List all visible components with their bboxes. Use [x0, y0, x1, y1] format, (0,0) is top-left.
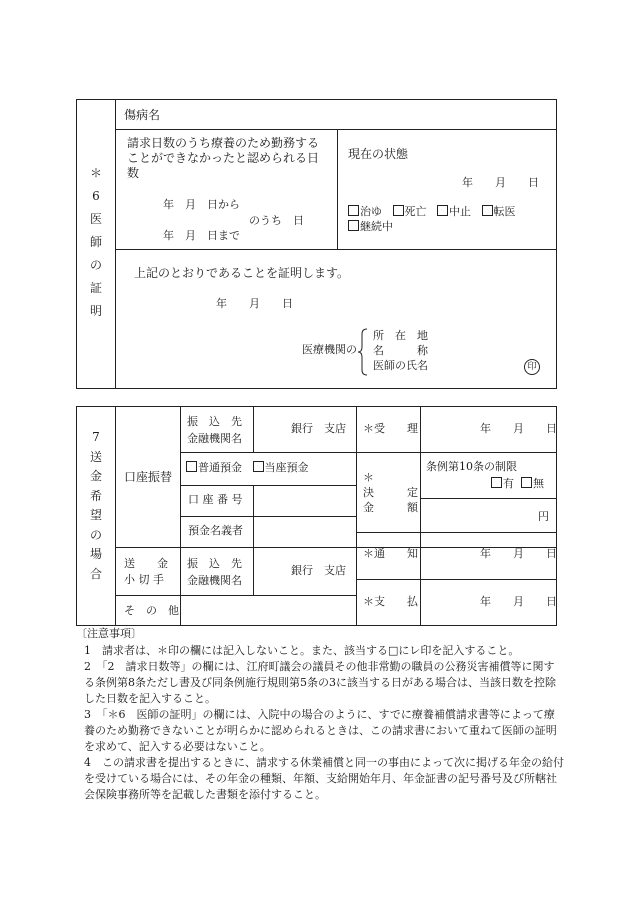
checkbox-icon: [437, 205, 448, 216]
account-number-label: 口 座 番 号: [188, 493, 243, 506]
bank-branch-field[interactable]: 銀行 支店: [291, 422, 346, 435]
divider: [180, 547, 181, 626]
status-continuing-checkbox[interactable]: 継続中: [348, 220, 393, 235]
checkbox-icon: [491, 477, 502, 488]
current-deposit-checkbox[interactable]: 当座預金: [253, 461, 309, 474]
divider: [115, 129, 557, 130]
other-label: そ の 他: [124, 604, 179, 617]
restriction-no-checkbox[interactable]: 無: [521, 477, 544, 490]
status-transfer-checkbox[interactable]: 転医: [482, 205, 516, 218]
check-bank-name-label: 振 込 先 金融機関名: [187, 557, 242, 587]
brace-icon: [358, 328, 368, 376]
account-transfer-label: 口座振替: [124, 470, 173, 484]
note-item: 2 「2 請求日数等」の欄には、江府町議会の議員その他非常勤の職員の公務災害補償等に関する条例第8条ただし書及び同条例施行規則第5条の3に該当する日がある場合は、当該日数を控除した日数を記入すること。: [84, 660, 556, 705]
divider: [115, 595, 356, 596]
divider: [253, 406, 254, 452]
certify-statement: 上記のとおりであることを証明します。: [134, 266, 350, 280]
institution-name-field[interactable]: 名 称: [373, 344, 428, 357]
doctor-name-field[interactable]: 医師の氏名: [373, 359, 428, 372]
status-cured-checkbox[interactable]: 治ゆ: [348, 205, 382, 218]
remittance-check-label: 送 金 小 切 手: [124, 557, 168, 586]
divider: [115, 99, 116, 389]
deposit-type-options: [186, 461, 309, 476]
divider: [337, 129, 338, 249]
checkbox-icon: [482, 205, 493, 216]
note-item: 4 この請求書を提出するときに、請求する休業補償と同一の事由によって次に掲げる年金の給付を受けている場合には、その年金の種類、年額、支給開始年月、年金証書の記号番号及び所轄社会保険事務所等を記載した書類を添付すること。: [84, 756, 564, 801]
address-field[interactable]: 所 在 地: [373, 329, 428, 342]
divider: [180, 485, 356, 486]
payment-date-field[interactable]: 年 月 日: [480, 595, 557, 608]
receipt-label: ＊受 理: [363, 422, 418, 435]
checkbox-icon: [253, 461, 264, 472]
checkbox-icon: [393, 205, 404, 216]
institution-label: 医療機関の: [302, 343, 357, 356]
notice-label: ＊通 知: [363, 547, 418, 560]
restriction-yes-checkbox[interactable]: 有: [491, 477, 514, 490]
divider: [356, 452, 557, 453]
section6-side-label: ＊ 6 医 師 の 証 明: [89, 166, 102, 318]
seal-icon: 印: [524, 359, 540, 375]
section7-side-label: 7 送 金 希 望 の 場 合: [89, 430, 102, 581]
ordinary-deposit-checkbox[interactable]: 普通預金: [186, 461, 242, 474]
to-date-field[interactable]: 年 月 日まで: [163, 229, 240, 242]
divider: [180, 452, 356, 453]
decision-amount-label: ＊ 決 定 金 額: [363, 471, 418, 514]
of-which-days-field[interactable]: のうち 日: [249, 214, 304, 227]
restriction-options: [491, 477, 544, 492]
days-label: 請求日数のうち療養のため勤務する ことができなかったと認められる日 数: [127, 136, 320, 180]
account-holder-label: 預金名義者: [188, 524, 243, 537]
checkbox-icon: [186, 461, 197, 472]
divider: [253, 547, 254, 595]
bank-name-label: 振 込 先 金融機関名: [187, 415, 242, 445]
divider: [356, 579, 557, 580]
restriction-label: 条例第10条の制限: [426, 460, 517, 473]
institution-fields: [373, 328, 428, 373]
status-options: [348, 205, 516, 220]
checkbox-icon: [348, 205, 359, 216]
notes-heading: 〔注意事項〕: [76, 627, 142, 640]
payment-label: ＊支 払: [363, 595, 418, 608]
divider: [420, 498, 557, 499]
disease-name-label: 傷病名: [124, 108, 161, 122]
divider: [420, 406, 421, 626]
decision-amount-field[interactable]: 円: [538, 510, 549, 523]
divider: [356, 532, 557, 533]
status-label: 現在の状態: [348, 147, 409, 161]
check-bank-branch-field[interactable]: 銀行 支店: [291, 564, 346, 577]
note-item: 1 請求者は、＊印の欄には記入しないこと。また、該当する□にレ印を記入すること。: [84, 644, 520, 657]
status-stopped-checkbox[interactable]: 中止: [437, 205, 471, 218]
certify-date-field[interactable]: 年 月 日: [216, 297, 293, 310]
status-death-checkbox[interactable]: 死亡: [393, 205, 427, 218]
status-date-field[interactable]: 年 月 日: [462, 176, 539, 189]
checkbox-icon: [521, 477, 532, 488]
divider: [180, 406, 181, 547]
divider: [115, 249, 557, 250]
divider: [180, 516, 356, 517]
divider: [356, 406, 357, 626]
note-item: 3 「＊6 医師の証明」の欄には、入院中の場合のように、すでに療養補償請求書等によって療養のため勤務できないことが明らかに認められるときは、この請求書において重ねて医師の証明を求めて、記入する必要はないこと。: [84, 708, 557, 753]
divider: [115, 406, 116, 626]
from-date-field[interactable]: 年 月 日から: [163, 198, 240, 211]
notice-date-field[interactable]: 年 月 日: [480, 547, 557, 560]
receipt-date-field[interactable]: 年 月 日: [480, 422, 557, 435]
checkbox-icon: [348, 220, 359, 231]
